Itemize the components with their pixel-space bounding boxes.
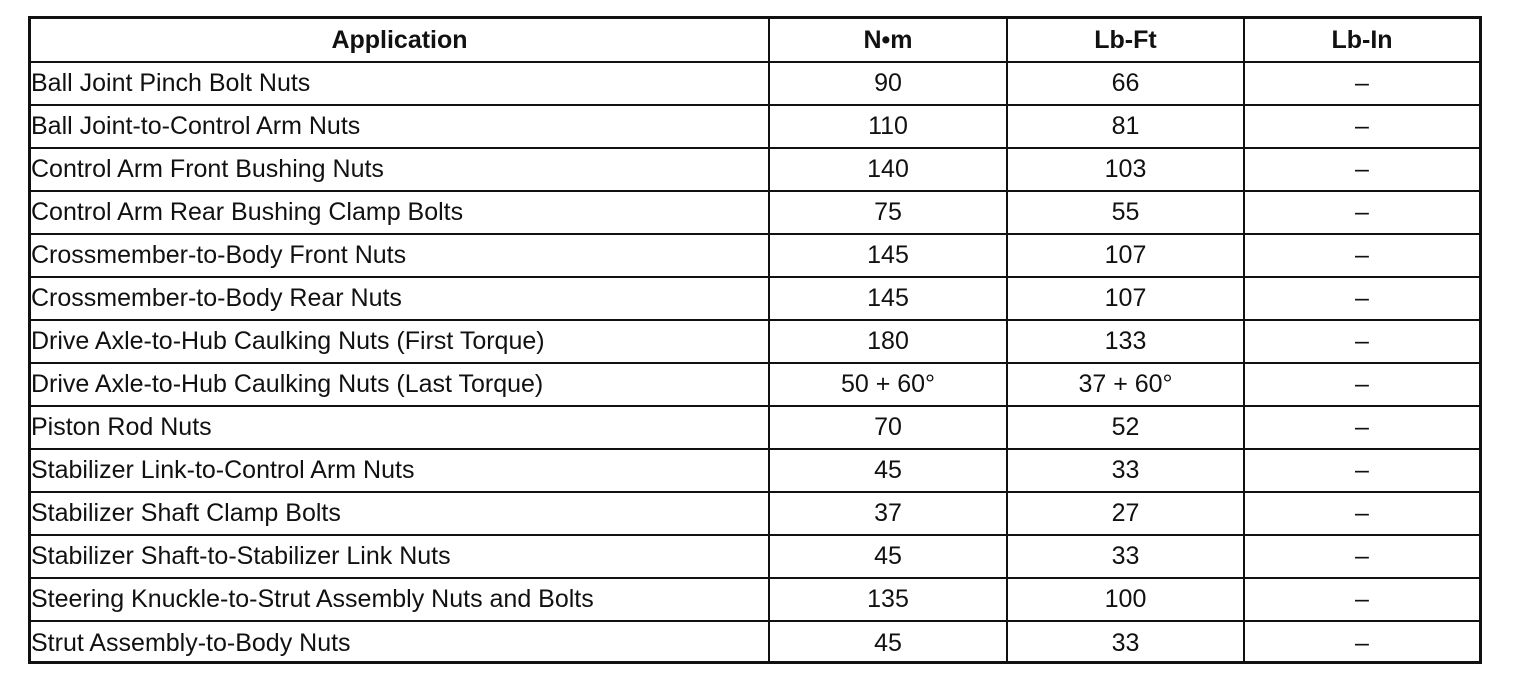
cell-nm: 50 + 60° <box>769 363 1007 406</box>
cell-lbft: 81 <box>1007 105 1244 148</box>
table-row <box>31 621 1479 664</box>
cell-application: Ball Joint Pinch Bolt Nuts <box>31 62 769 105</box>
cell-lbft: 33 <box>1007 449 1244 492</box>
cell-nm: 75 <box>769 191 1007 234</box>
cell-lbft: 66 <box>1007 62 1244 105</box>
cell-nm: 45 <box>769 621 1007 664</box>
cell-application: Strut Assembly-to-Body Nuts <box>31 621 769 664</box>
table-row <box>31 148 1479 191</box>
cell-nm: 37 <box>769 492 1007 535</box>
cell-lbin: – <box>1244 62 1479 105</box>
cell-nm: 45 <box>769 449 1007 492</box>
cell-lbin: – <box>1244 449 1479 492</box>
table-row <box>31 492 1479 535</box>
header-lbin: Lb-In <box>1244 19 1479 62</box>
cell-application: Ball Joint-to-Control Arm Nuts <box>31 105 769 148</box>
cell-lbin: – <box>1244 234 1479 277</box>
cell-application: Control Arm Front Bushing Nuts <box>31 148 769 191</box>
header-nm: N•m <box>769 19 1007 62</box>
cell-nm: 145 <box>769 277 1007 320</box>
cell-application: Piston Rod Nuts <box>31 406 769 449</box>
cell-nm: 70 <box>769 406 1007 449</box>
cell-application: Crossmember-to-Body Rear Nuts <box>31 277 769 320</box>
table-header-row <box>31 19 1479 62</box>
cell-nm: 90 <box>769 62 1007 105</box>
cell-nm: 180 <box>769 320 1007 363</box>
cell-lbin: – <box>1244 320 1479 363</box>
cell-application: Stabilizer Shaft Clamp Bolts <box>31 492 769 535</box>
cell-lbft: 103 <box>1007 148 1244 191</box>
cell-lbin: – <box>1244 105 1479 148</box>
cell-application: Control Arm Rear Bushing Clamp Bolts <box>31 191 769 234</box>
cell-lbft: 107 <box>1007 234 1244 277</box>
cell-nm: 135 <box>769 578 1007 621</box>
table-row <box>31 320 1479 363</box>
cell-lbft: 107 <box>1007 277 1244 320</box>
cell-lbft: 33 <box>1007 535 1244 578</box>
cell-nm: 145 <box>769 234 1007 277</box>
header-lbft: Lb-Ft <box>1007 19 1244 62</box>
cell-lbft: 55 <box>1007 191 1244 234</box>
cell-lbin: – <box>1244 492 1479 535</box>
table-row <box>31 105 1479 148</box>
cell-lbin: – <box>1244 191 1479 234</box>
cell-application: Steering Knuckle-to-Strut Assembly Nuts and Bolts <box>31 578 769 621</box>
cell-application: Stabilizer Shaft-to-Stabilizer Link Nuts <box>31 535 769 578</box>
cell-lbin: – <box>1244 363 1479 406</box>
cell-application: Stabilizer Link-to-Control Arm Nuts <box>31 449 769 492</box>
table-row <box>31 191 1479 234</box>
cell-lbft: 33 <box>1007 621 1244 664</box>
cell-lbin: – <box>1244 578 1479 621</box>
cell-lbft: 52 <box>1007 406 1244 449</box>
cell-lbin: – <box>1244 406 1479 449</box>
cell-application: Crossmember-to-Body Front Nuts <box>31 234 769 277</box>
cell-lbin: – <box>1244 148 1479 191</box>
torque-spec-table <box>28 16 1482 664</box>
table-row <box>31 449 1479 492</box>
table-row <box>31 62 1479 105</box>
cell-lbft: 133 <box>1007 320 1244 363</box>
table-body <box>31 62 1479 664</box>
table-row <box>31 234 1479 277</box>
cell-nm: 110 <box>769 105 1007 148</box>
cell-nm: 140 <box>769 148 1007 191</box>
cell-lbin: – <box>1244 621 1479 664</box>
table-row <box>31 363 1479 406</box>
cell-application: Drive Axle-to-Hub Caulking Nuts (Last Torque) <box>31 363 769 406</box>
cell-lbft: 100 <box>1007 578 1244 621</box>
table-row <box>31 406 1479 449</box>
table-row <box>31 277 1479 320</box>
table-row <box>31 535 1479 578</box>
cell-lbft: 37 + 60° <box>1007 363 1244 406</box>
table-row <box>31 578 1479 621</box>
cell-application: Drive Axle-to-Hub Caulking Nuts (First Torque) <box>31 320 769 363</box>
cell-lbin: – <box>1244 535 1479 578</box>
cell-lbft: 27 <box>1007 492 1244 535</box>
cell-nm: 45 <box>769 535 1007 578</box>
cell-lbin: – <box>1244 277 1479 320</box>
header-application: Application <box>31 19 769 62</box>
spec-table-grid <box>31 19 1479 664</box>
